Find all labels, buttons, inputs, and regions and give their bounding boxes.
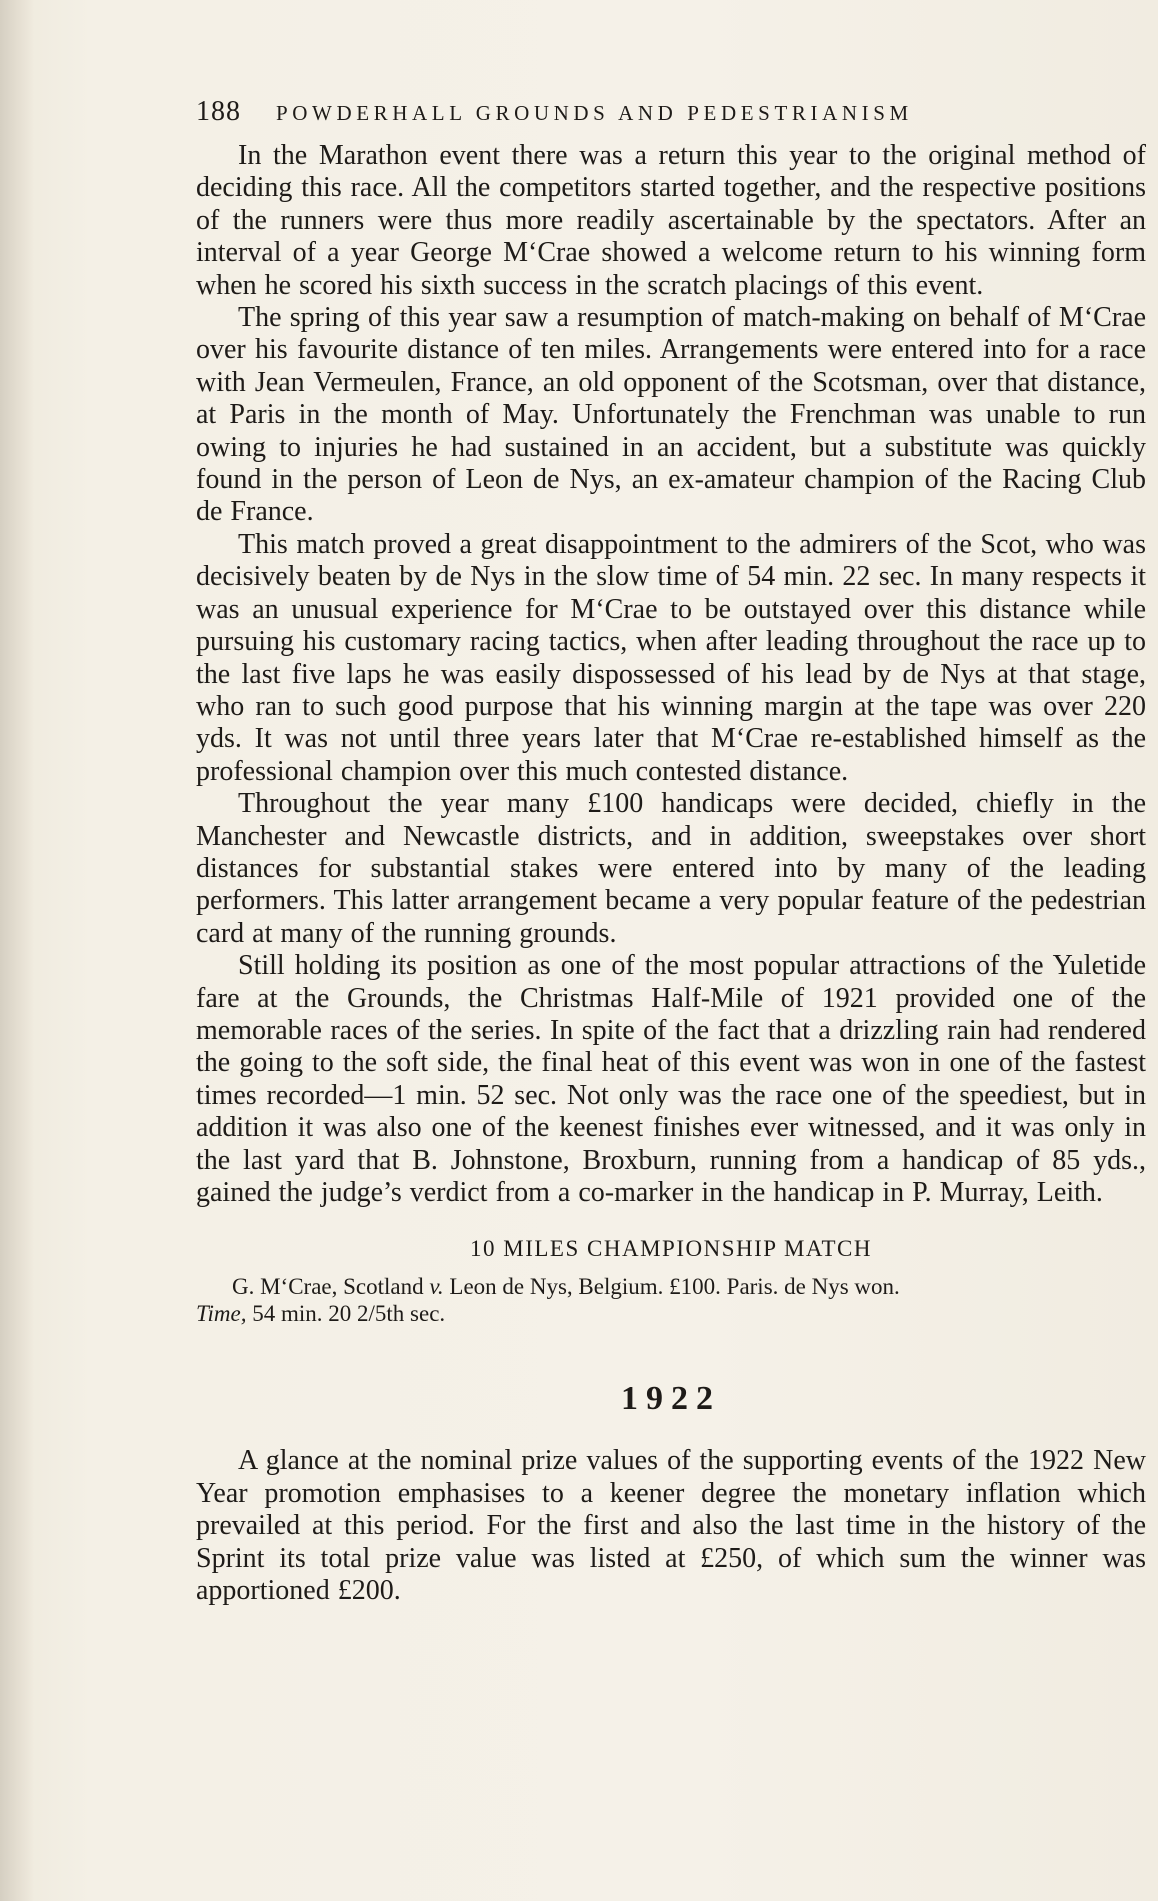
running-head xyxy=(196,96,1146,136)
paragraph-marathon: In the Marathon event there was a return this year to the original method of deciding this race. All the competitors started together, and the respective positions of the runners were thus more readily ascertainable by the spectators. After an interval of a year George M‘Crae showed a welcome return to his winning form when he scored his sixth success in the scratch placings of this event. xyxy=(196,140,1146,301)
page-content xyxy=(196,96,1146,1607)
paragraph-match-making: The spring of this year saw a resumption of match-making on behalf of M‘Crae over his favourite distance of ten miles. Arrangements were entered into for a race with Jean Vermeulen, France, an old opponent of the Scotsman, over that distance, at Paris in the month of May. Unfortunately the Frenchman was unable to run owing to injuries he had sustained in an accident, but a substitute was quickly found in the person of Leon de Nys, an ex-amateur champion of the Racing Club de France. xyxy=(196,302,1146,528)
paragraph-disappointment: This match proved a great disappointment to the admirers of the Scot, who was decisively beaten by de Nys in the slow time of 54 min. 22 sec. In many respects it was an unusual experience for M‘Crae to be outstayed over this distance while pursuing his customary racing tactics, when after leading throughout the race up to the last five laps he was easily dispossessed of his lead by de Nys at that stage, who ran to such good purpose that his winning margin at the tape was over 220 yds. It was not until three years later that M‘Crae re-established himself as the professional champion over this much contested distance. xyxy=(196,528,1146,787)
paragraph-handicaps: Throughout the year many £100 handicaps were decided, chiefly in the Manchester and Newcastle districts, and in addition, sweepstakes over short distances for substantial stakes were entered into by many of the leading performers. This latter arrangement became a very popular feature of the pedestrian card at many of the running grounds. xyxy=(196,788,1146,949)
page-number: 188 xyxy=(196,96,241,127)
championship-heading: 10 MILES CHAMPIONSHIP MATCH xyxy=(470,1236,872,1262)
result-time-label: Time, xyxy=(196,1301,247,1327)
result-versus: v. xyxy=(429,1274,444,1300)
page-gutter-shadow xyxy=(0,0,34,1901)
paragraph-christmas-half-mile: Still holding its position as one of the most popular attractions of the Yuletide fare at the Grounds, the Christmas Half-Mile of 1921 provided one of the memorable races of the series. In spite of the fact that a drizzling rain had rendered the going to the soft side, the final heat of this event was won in one of the fastest times recorded—1 min. 52 sec. Not only was the race one of the speediest, but in addition it was also one of the keenest finishes ever witnessed, and it was only in the last yard that B. Johnstone, Broxburn, running from a handicap of 85 yds., gained the judge’s verdict from a co-marker in the handicap in P. Murray, Leith. xyxy=(196,950,1146,1208)
championship-result xyxy=(196,1273,1146,1327)
paragraph-1922-prizes: A glance at the nominal prize values of the supporting events of the 1922 New Year promotion emphasises to a keener degree the monetary inflation which prevailed at this period. For the first and also the last time in the history of the Sprint its total prize value was listed at £250, of which sum the winner was apportioned £200. xyxy=(196,1445,1146,1607)
result-time-value: 54 min. 20 2/5th sec. xyxy=(246,1301,446,1327)
result-details: Leon de Nys, Belgium. £100. Paris. de Nys won. xyxy=(443,1274,900,1300)
running-title: POWDERHALL GROUNDS AND PEDESTRIANISM xyxy=(276,101,913,125)
result-competitors: G. M‘Crae, Scotland xyxy=(232,1274,430,1300)
year-heading: 1922 xyxy=(621,1380,721,1418)
